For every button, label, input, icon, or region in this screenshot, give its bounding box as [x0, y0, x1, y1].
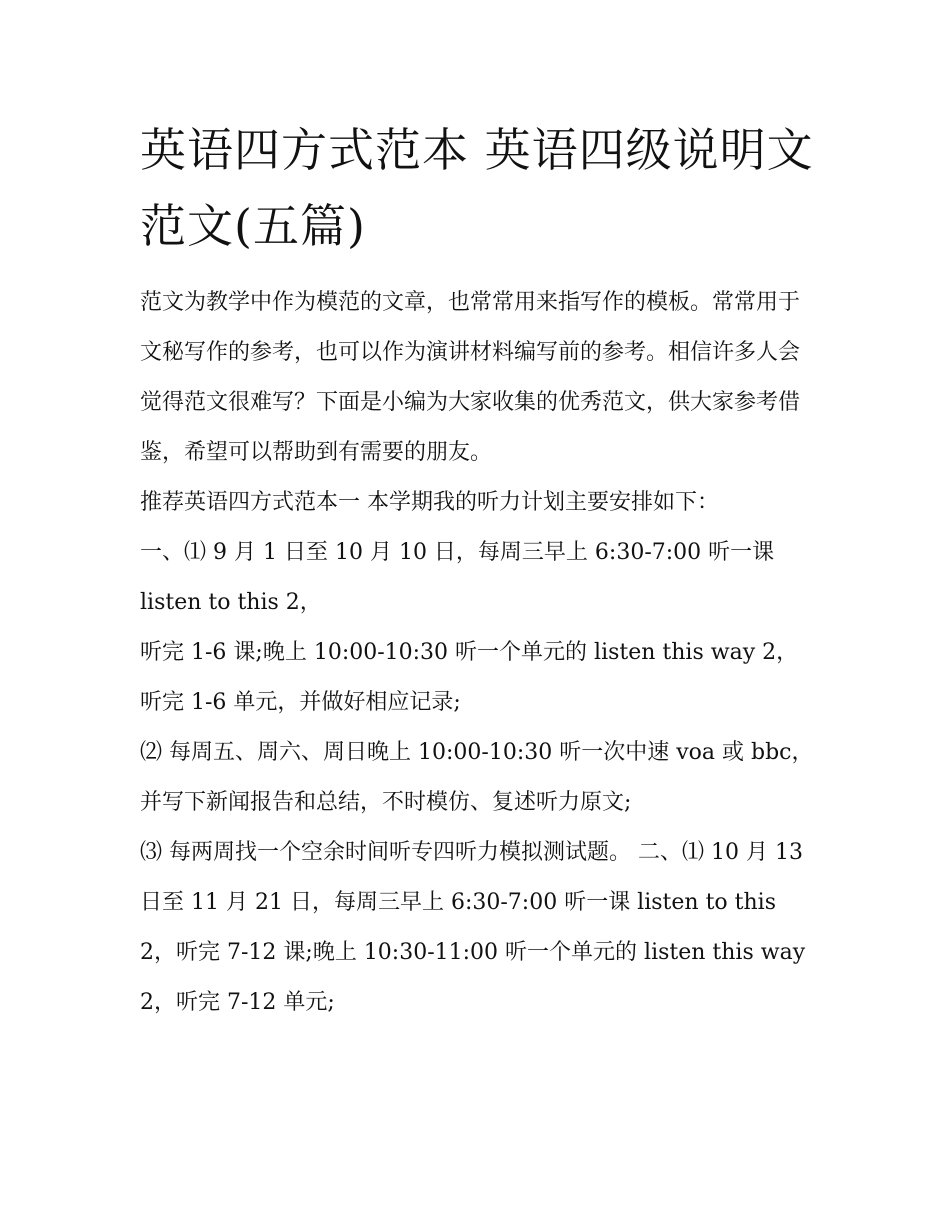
plan-item-4-paragraph: 2，听完 7-12 课;晚上 10:30-11:00 听一个单元的 listen this way 2，听完 7-12 单元;	[140, 940, 806, 1015]
document-body	[140, 112, 820, 1028]
intro-paragraph: 范文为教学中作为模范的文章，也常常用来指写作的模板。常常用于文秘写作的参考，也可以作为演讲材料编写前的参考。相信许多人会觉得范文很难写？下面是小编为大家收集的优秀范文，供大家参考借鉴，希望可以帮助到有需要的朋友。	[140, 290, 801, 465]
plan-item-2-paragraph: ⑵ 每周五、周六、周日晚上 10:00-10:30 听一次中速 voa 或 bbc，并写下新闻报告和总结，不时模仿、复述听力原文;	[140, 740, 814, 815]
plan-intro-paragraph: 推荐英语四方式范本一 本学期我的听力计划主要安排如下：	[140, 490, 719, 515]
plan-item-1-paragraph: 一、⑴ 9 月 1 日至 10 月 10 日，每周三早上 6:30-7:00 听一课 listen to this 2，	[140, 540, 775, 615]
document-title: 英语四方式范本 英语四级说明文范文(五篇)	[140, 123, 814, 253]
plan-item-1-continued-paragraph: 听完 1-6 课;晚上 10:00-10:30 听一个单元的 listen this way 2，听完 1-6 单元，并做好相应记录;	[140, 640, 799, 715]
plan-item-3-paragraph: ⑶ 每两周找一个空余时间听专四听力模拟测试题。 二、⑴ 10 月 13 日至 11 月 21 日，每周三早上 6:30-7:00 听一课 listen to this	[140, 840, 803, 915]
